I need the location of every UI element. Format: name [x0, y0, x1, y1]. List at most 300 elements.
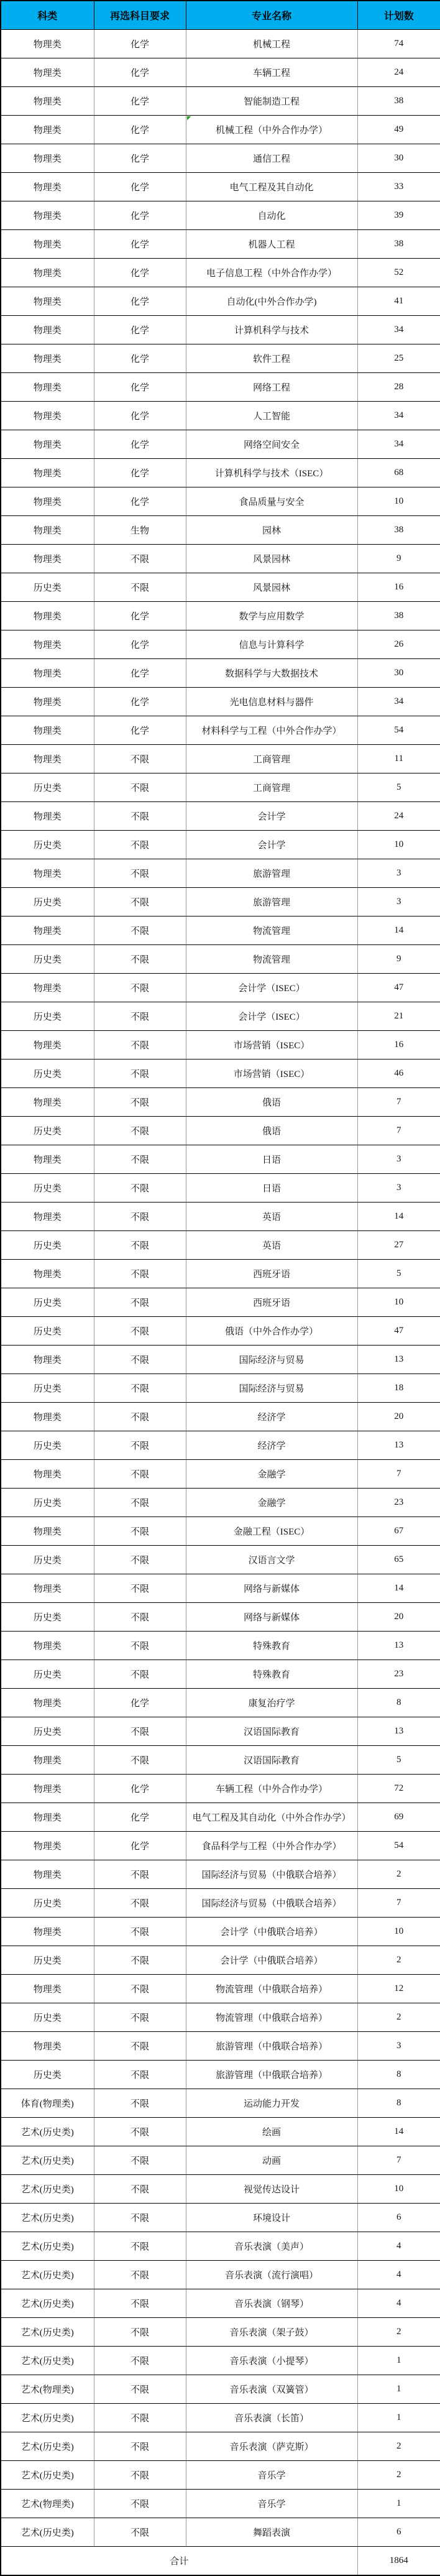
cell-comment-marker-icon: [187, 116, 191, 121]
cell-plan-count: 24: [357, 802, 440, 831]
table-row: [1, 1260, 440, 1288]
cell-major-name: 特殊教育: [186, 1632, 357, 1660]
cell-plan-count: 47: [357, 1317, 440, 1346]
cell-subject-requirement: 不限: [94, 1946, 186, 1975]
cell-category: 物理类: [1, 30, 94, 58]
cell-category: 艺术(历史类): [1, 2432, 94, 2461]
cell-category: 历史类: [1, 1889, 94, 1918]
cell-major-name: 运动能力开发: [186, 2089, 357, 2118]
table-row: [1, 1174, 440, 1203]
cell-plan-count: 10: [357, 831, 440, 859]
cell-plan-count: 69: [357, 1803, 440, 1832]
cell-plan-count: 28: [357, 373, 440, 402]
cell-category: 历史类: [1, 1431, 94, 1460]
cell-major-name: 物流管理（中俄联合培养）: [186, 1975, 357, 2003]
cell-subject-requirement: 不限: [94, 974, 186, 1002]
cell-category: 艺术(历史类): [1, 2118, 94, 2146]
cell-plan-count: 30: [357, 659, 440, 688]
cell-category: 物理类: [1, 859, 94, 888]
cell-subject-requirement: 不限: [94, 1517, 186, 1546]
cell-major-name: 绘画: [186, 2118, 357, 2146]
table-row: [1, 2232, 440, 2261]
cell-subject-requirement: 化学: [94, 116, 186, 144]
cell-subject-requirement: 化学: [94, 373, 186, 402]
cell-plan-count: 7: [357, 1117, 440, 1145]
cell-major-name: 会计学（ISEC）: [186, 1002, 357, 1031]
cell-plan-count: 7: [357, 1889, 440, 1918]
cell-subject-requirement: 不限: [94, 1746, 186, 1775]
cell-major-name: 汉语言文学: [186, 1546, 357, 1574]
cell-major-name: 音乐表演（小提琴）: [186, 2347, 357, 2375]
cell-plan-count: 65: [357, 1546, 440, 1574]
table-row: [1, 2146, 440, 2175]
cell-plan-count: 13: [357, 1346, 440, 1374]
cell-major-name: 会计学（ISEC）: [186, 974, 357, 1002]
cell-major-name: 会计学（中俄联合培养）: [186, 1946, 357, 1975]
cell-plan-count: 5: [357, 773, 440, 802]
cell-plan-count: 30: [357, 144, 440, 173]
cell-major-name: 旅游管理: [186, 859, 357, 888]
cell-subject-requirement: 不限: [94, 1374, 186, 1403]
cell-major-name: 音乐表演（美声）: [186, 2232, 357, 2261]
cell-major-name: 物流管理（中俄联合培养）: [186, 2003, 357, 2032]
cell-major-name: 英语: [186, 1231, 357, 1260]
table-row: [1, 2118, 440, 2146]
table-body: [1, 30, 440, 2547]
cell-category: 艺术(历史类): [1, 2232, 94, 2261]
cell-plan-count: 13: [357, 1431, 440, 1460]
table-row: [1, 1546, 440, 1574]
cell-category: 物理类: [1, 402, 94, 430]
cell-major-name: 日语: [186, 1174, 357, 1203]
cell-plan-count: 6: [357, 2518, 440, 2547]
cell-plan-count: 14: [357, 1203, 440, 1231]
cell-major-name: 汉语国际教育: [186, 1746, 357, 1775]
table-row: [1, 1717, 440, 1746]
table-row: [1, 2204, 440, 2232]
cell-subject-requirement: 不限: [94, 1031, 186, 1059]
cell-plan-count: 68: [357, 459, 440, 487]
cell-subject-requirement: 不限: [94, 2432, 186, 2461]
table-row: [1, 888, 440, 916]
cell-plan-count: 24: [357, 58, 440, 87]
cell-major-name: 机械工程: [186, 30, 357, 58]
cell-category: 物理类: [1, 259, 94, 287]
table-row: [1, 1403, 440, 1431]
cell-major-name: 国际经济与贸易（中俄联合培养）: [186, 1889, 357, 1918]
cell-subject-requirement: 不限: [94, 1632, 186, 1660]
cell-major-name: 经济学: [186, 1431, 357, 1460]
cell-plan-count: 23: [357, 1660, 440, 1689]
cell-category: 物理类: [1, 1517, 94, 1546]
cell-subject-requirement: 不限: [94, 1260, 186, 1288]
cell-category: 物理类: [1, 201, 94, 230]
cell-plan-count: 3: [357, 2032, 440, 2061]
cell-category: 历史类: [1, 1717, 94, 1746]
cell-category: 物理类: [1, 1832, 94, 1860]
cell-major-name: 日语: [186, 1145, 357, 1174]
cell-subject-requirement: 化学: [94, 459, 186, 487]
cell-subject-requirement: 不限: [94, 2032, 186, 2061]
table-row: [1, 1574, 440, 1603]
cell-category: 物理类: [1, 516, 94, 545]
footer-row: [1, 2547, 440, 2576]
cell-major-name: 特殊教育: [186, 1660, 357, 1689]
cell-category: 物理类: [1, 87, 94, 116]
cell-plan-count: 49: [357, 116, 440, 144]
cell-subject-requirement: 不限: [94, 1059, 186, 1088]
cell-plan-count: 6: [357, 2204, 440, 2232]
cell-major-name: 电子信息工程（中外合作办学）: [186, 259, 357, 287]
table-row: [1, 1288, 440, 1317]
cell-plan-count: 10: [357, 487, 440, 516]
cell-category: 物理类: [1, 688, 94, 716]
cell-subject-requirement: 不限: [94, 2318, 186, 2347]
cell-plan-count: 34: [357, 402, 440, 430]
cell-subject-requirement: 化学: [94, 688, 186, 716]
cell-plan-count: 34: [357, 688, 440, 716]
cell-plan-count: 8: [357, 2089, 440, 2118]
cell-plan-count: 1: [357, 2490, 440, 2518]
table-row: [1, 1431, 440, 1460]
cell-plan-count: 54: [357, 716, 440, 745]
col-header-subject-requirement: 再选科目要求: [94, 1, 186, 30]
cell-category: 艺术(历史类): [1, 2318, 94, 2347]
footer-total-label: 合计: [1, 2547, 357, 2576]
cell-category: 艺术(历史类): [1, 2204, 94, 2232]
cell-category: 历史类: [1, 1002, 94, 1031]
cell-subject-requirement: 不限: [94, 2118, 186, 2146]
cell-subject-requirement: 化学: [94, 602, 186, 630]
cell-plan-count: 16: [357, 1031, 440, 1059]
cell-major-name: 音乐表演（架子鼓）: [186, 2318, 357, 2347]
cell-category: 物理类: [1, 344, 94, 373]
cell-category: 物理类: [1, 1632, 94, 1660]
cell-subject-requirement: 不限: [94, 1889, 186, 1918]
cell-subject-requirement: 不限: [94, 2347, 186, 2375]
table-row: [1, 1689, 440, 1717]
table-row: [1, 2490, 440, 2518]
cell-plan-count: 5: [357, 1260, 440, 1288]
cell-category: 历史类: [1, 2003, 94, 2032]
cell-category: 物理类: [1, 1403, 94, 1431]
cell-subject-requirement: 化学: [94, 287, 186, 316]
cell-major-name: 车辆工程（中外合作办学）: [186, 1775, 357, 1803]
cell-major-name: 计算机科学与技术: [186, 316, 357, 344]
table-row: [1, 459, 440, 487]
cell-plan-count: 4: [357, 2232, 440, 2261]
cell-category: 物理类: [1, 1775, 94, 1803]
table-row: [1, 2289, 440, 2318]
table-row: [1, 773, 440, 802]
cell-subject-requirement: 不限: [94, 1288, 186, 1317]
table-row: [1, 802, 440, 831]
cell-major-name: 汉语国际教育: [186, 1717, 357, 1746]
cell-subject-requirement: 不限: [94, 773, 186, 802]
cell-plan-count: 1: [357, 2404, 440, 2432]
table-row: [1, 373, 440, 402]
cell-major-name: 智能制造工程: [186, 87, 357, 116]
cell-category: 物理类: [1, 974, 94, 1002]
cell-subject-requirement: 不限: [94, 1002, 186, 1031]
cell-subject-requirement: 不限: [94, 1489, 186, 1517]
cell-category: 物理类: [1, 1975, 94, 2003]
table-row: [1, 974, 440, 1002]
cell-major-name: 电气工程及其自动化（中外合作办学）: [186, 1803, 357, 1832]
cell-subject-requirement: 不限: [94, 1603, 186, 1632]
cell-category: 艺术(历史类): [1, 2404, 94, 2432]
cell-category: 艺术(历史类): [1, 2175, 94, 2204]
cell-category: 物理类: [1, 287, 94, 316]
cell-plan-count: 67: [357, 1517, 440, 1546]
cell-plan-count: 10: [357, 1288, 440, 1317]
cell-plan-count: 12: [357, 1975, 440, 2003]
cell-category: 历史类: [1, 1317, 94, 1346]
table-row: [1, 516, 440, 545]
table-row: [1, 1317, 440, 1346]
cell-category: 物理类: [1, 1145, 94, 1174]
table-row: [1, 2003, 440, 2032]
table-row: [1, 1059, 440, 1088]
cell-plan-count: 13: [357, 1632, 440, 1660]
cell-subject-requirement: 化学: [94, 230, 186, 259]
cell-subject-requirement: 化学: [94, 430, 186, 459]
cell-plan-count: 16: [357, 573, 440, 602]
cell-subject-requirement: 化学: [94, 1689, 186, 1717]
cell-plan-count: 7: [357, 1088, 440, 1117]
cell-major-name: 机械工程（中外合作办学）: [186, 116, 357, 144]
table-row: [1, 116, 440, 144]
cell-major-name: 金融学: [186, 1489, 357, 1517]
cell-category: 历史类: [1, 1117, 94, 1145]
cell-subject-requirement: 不限: [94, 2175, 186, 2204]
table-row: [1, 2318, 440, 2347]
cell-plan-count: 38: [357, 230, 440, 259]
cell-plan-count: 2: [357, 2432, 440, 2461]
cell-category: 艺术(历史类): [1, 2289, 94, 2318]
table-row: [1, 2461, 440, 2490]
cell-plan-count: 14: [357, 1574, 440, 1603]
cell-category: 物理类: [1, 316, 94, 344]
cell-subject-requirement: 不限: [94, 1460, 186, 1489]
cell-major-name: 经济学: [186, 1403, 357, 1431]
col-header-plan-count: 计划数: [357, 1, 440, 30]
cell-plan-count: 7: [357, 2146, 440, 2175]
cell-major-name: 软件工程: [186, 344, 357, 373]
cell-category: 历史类: [1, 773, 94, 802]
table-row: [1, 1231, 440, 1260]
cell-plan-count: 3: [357, 1174, 440, 1203]
cell-subject-requirement: 不限: [94, 2146, 186, 2175]
cell-major-name: 网络与新媒体: [186, 1603, 357, 1632]
table-row: [1, 316, 440, 344]
cell-plan-count: 27: [357, 1231, 440, 1260]
cell-major-name: 自动化: [186, 201, 357, 230]
cell-major-name: 食品质量与安全: [186, 487, 357, 516]
cell-subject-requirement: 化学: [94, 144, 186, 173]
cell-major-name: 视觉传达设计: [186, 2175, 357, 2204]
table-row: [1, 2261, 440, 2289]
cell-major-name: 会计学: [186, 802, 357, 831]
cell-plan-count: 14: [357, 2118, 440, 2146]
cell-subject-requirement: 不限: [94, 1203, 186, 1231]
cell-category: 历史类: [1, 1660, 94, 1689]
cell-category: 历史类: [1, 1546, 94, 1574]
cell-category: 历史类: [1, 1174, 94, 1203]
cell-major-name: 食品科学与工程（中外合作办学）: [186, 1832, 357, 1860]
cell-major-name: 材料科学与工程（中外合作办学）: [186, 716, 357, 745]
table-row: [1, 2347, 440, 2375]
cell-category: 物理类: [1, 1260, 94, 1288]
cell-major-name: 人工智能: [186, 402, 357, 430]
cell-plan-count: 20: [357, 1403, 440, 1431]
table-row: [1, 1889, 440, 1918]
cell-major-name: 英语: [186, 1203, 357, 1231]
cell-subject-requirement: 不限: [94, 945, 186, 974]
cell-category: 历史类: [1, 945, 94, 974]
cell-category: 物理类: [1, 802, 94, 831]
cell-category: 艺术(历史类): [1, 2518, 94, 2547]
table-row: [1, 287, 440, 316]
table-row: [1, 916, 440, 945]
cell-category: 物理类: [1, 630, 94, 659]
table-row: [1, 2061, 440, 2089]
cell-plan-count: 52: [357, 259, 440, 287]
table-row: [1, 30, 440, 58]
cell-major-name: 计算机科学与技术（ISEC）: [186, 459, 357, 487]
cell-subject-requirement: 不限: [94, 1717, 186, 1746]
cell-subject-requirement: 不限: [94, 831, 186, 859]
cell-subject-requirement: 不限: [94, 2261, 186, 2289]
table-row: [1, 2518, 440, 2547]
cell-subject-requirement: 化学: [94, 87, 186, 116]
table-row: [1, 1517, 440, 1546]
cell-major-name: 市场营销（ISEC）: [186, 1031, 357, 1059]
cell-plan-count: 10: [357, 1918, 440, 1946]
cell-subject-requirement: 化学: [94, 58, 186, 87]
cell-category: 体育(物理类): [1, 2089, 94, 2118]
cell-subject-requirement: 化学: [94, 1775, 186, 1803]
cell-plan-count: 2: [357, 2318, 440, 2347]
table-row: [1, 602, 440, 630]
cell-subject-requirement: 不限: [94, 1317, 186, 1346]
cell-major-name: 音乐表演（流行演唱）: [186, 2261, 357, 2289]
cell-major-name: 国际经济与贸易（中俄联合培养）: [186, 1860, 357, 1889]
cell-subject-requirement: 化学: [94, 402, 186, 430]
cell-category: 艺术(物理类): [1, 2490, 94, 2518]
cell-subject-requirement: 化学: [94, 659, 186, 688]
cell-major-name: 自动化(中外合作办学): [186, 287, 357, 316]
cell-category: 历史类: [1, 1603, 94, 1632]
cell-plan-count: 2: [357, 1860, 440, 1889]
cell-category: 物理类: [1, 430, 94, 459]
cell-plan-count: 3: [357, 888, 440, 916]
cell-plan-count: 46: [357, 1059, 440, 1088]
table-row: [1, 831, 440, 859]
cell-category: 物理类: [1, 659, 94, 688]
cell-plan-count: 34: [357, 430, 440, 459]
cell-major-name: 康复治疗学: [186, 1689, 357, 1717]
cell-major-name: 通信工程: [186, 144, 357, 173]
cell-subject-requirement: 不限: [94, 1975, 186, 2003]
cell-category: 物理类: [1, 1860, 94, 1889]
cell-subject-requirement: 化学: [94, 1832, 186, 1860]
cell-subject-requirement: 化学: [94, 487, 186, 516]
cell-category: 物理类: [1, 602, 94, 630]
cell-subject-requirement: 不限: [94, 1145, 186, 1174]
cell-category: 物理类: [1, 1088, 94, 1117]
cell-subject-requirement: 不限: [94, 2089, 186, 2118]
table-row: [1, 630, 440, 659]
table-row: [1, 688, 440, 716]
cell-subject-requirement: 不限: [94, 2204, 186, 2232]
cell-subject-requirement: 不限: [94, 2289, 186, 2318]
cell-category: 历史类: [1, 1231, 94, 1260]
cell-major-name: 网络与新媒体: [186, 1574, 357, 1603]
cell-subject-requirement: 不限: [94, 745, 186, 773]
cell-major-name: 俄语（中外合作办学）: [186, 1317, 357, 1346]
table-row: [1, 1660, 440, 1689]
cell-major-name: 工商管理: [186, 773, 357, 802]
cell-major-name: 音乐学: [186, 2461, 357, 2490]
table-row: [1, 2089, 440, 2118]
cell-major-name: 市场营销（ISEC）: [186, 1059, 357, 1088]
cell-plan-count: 2: [357, 2461, 440, 2490]
table-row: [1, 2175, 440, 2204]
cell-category: 物理类: [1, 745, 94, 773]
table-row: [1, 1746, 440, 1775]
table-row: [1, 1832, 440, 1860]
cell-category: 艺术(历史类): [1, 2347, 94, 2375]
cell-major-name: 国际经济与贸易: [186, 1374, 357, 1403]
table-row: [1, 1632, 440, 1660]
table-row: [1, 545, 440, 573]
cell-major-name: 电气工程及其自动化: [186, 173, 357, 201]
footer-total-value: 1864: [357, 2547, 440, 2576]
table-row: [1, 173, 440, 201]
cell-subject-requirement: 化学: [94, 173, 186, 201]
cell-subject-requirement: 不限: [94, 1346, 186, 1374]
cell-category: 物理类: [1, 545, 94, 573]
cell-subject-requirement: 不限: [94, 1174, 186, 1203]
cell-subject-requirement: 不限: [94, 1231, 186, 1260]
cell-major-name: 数学与应用数学: [186, 602, 357, 630]
cell-plan-count: 10: [357, 2175, 440, 2204]
header-row: [1, 1, 440, 30]
cell-subject-requirement: 化学: [94, 259, 186, 287]
cell-major-name: 金融学: [186, 1460, 357, 1489]
cell-major-name: 音乐表演（双簧管）: [186, 2375, 357, 2404]
cell-plan-count: 13: [357, 1717, 440, 1746]
cell-major-name: 数据科学与大数据技术: [186, 659, 357, 688]
cell-plan-count: 54: [357, 1832, 440, 1860]
cell-plan-count: 7: [357, 1460, 440, 1489]
col-header-category: 科类: [1, 1, 94, 30]
table-row: [1, 1775, 440, 1803]
cell-major-name: 园林: [186, 516, 357, 545]
cell-major-name: 西班牙语: [186, 1260, 357, 1288]
cell-subject-requirement: 不限: [94, 1431, 186, 1460]
cell-major-name: 信息与计算科学: [186, 630, 357, 659]
cell-category: 物理类: [1, 1803, 94, 1832]
cell-plan-count: 3: [357, 859, 440, 888]
table-row: [1, 259, 440, 287]
cell-subject-requirement: 生物: [94, 516, 186, 545]
cell-plan-count: 2: [357, 1946, 440, 1975]
cell-category: 历史类: [1, 831, 94, 859]
cell-subject-requirement: 不限: [94, 1574, 186, 1603]
cell-plan-count: 4: [357, 2261, 440, 2289]
